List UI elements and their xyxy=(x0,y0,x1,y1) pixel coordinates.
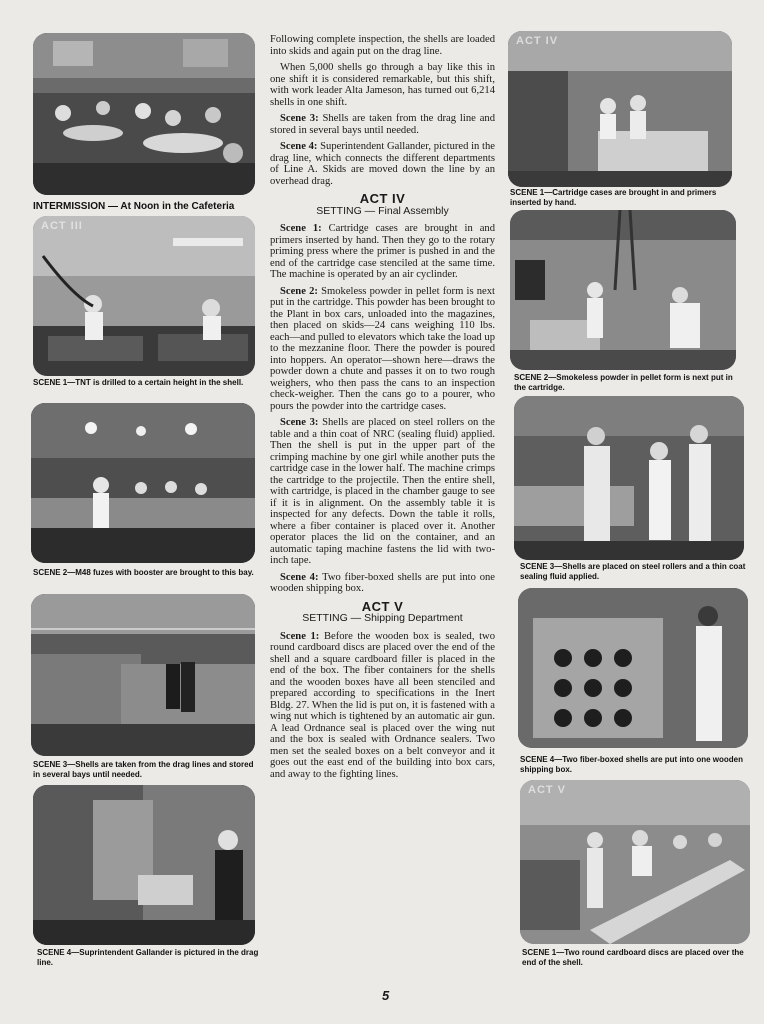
photo-act3-scene2 xyxy=(31,403,255,563)
setting-heading: SETTING — Final Assembly xyxy=(316,204,449,217)
caption-act5-scene1: SCENE 1—Two round cardboard discs are placed over the end of the shell. xyxy=(522,948,744,967)
scene-paragraph xyxy=(270,113,495,136)
act-tag: ACT IV xyxy=(516,35,559,47)
act-heading: ACT V xyxy=(361,598,404,614)
caption-act4-scene4: SCENE 4—Two fiber-boxed shells are put into one wooden shipping box. xyxy=(520,755,743,774)
photo-act4-scene2 xyxy=(510,210,736,370)
scene-text: Cartridge cases are brought in and primers inserted by hand. Then they go to the rotary priming press where the primer is pushed in and the end of the cartridge case stenciled at the same time. The machine is operated by an air cyclinder. xyxy=(270,223,496,280)
scene-text: Shells are placed on steel rollers on the table and a thin coat of NRC (sealing fluid) applied. Then the shell is put in the upper part of the crimping machine by one girl while another puts the cartridge case in the lower half. The machine crimps the cartridge to the projectile. Then the entire shell, with cartridge, is placed in the chamber gauge to see if it is in alignment. On the assembly table it is inspected for any defects. Down the table it rolls, where a fiber container is placed over it. Another operator places the lid on the container, and an automatic taping machine fastens the lid with two-inch tape. xyxy=(270,417,495,566)
scene-text: Smokeless powder in pellet form is next put in the cartridge. This powder has been brought to the Plant in box cars, unloaded into the magazines, then placed on skids—24 cans weighing 110 lbs. each—and pulled to elevators which take the load up to the mezzanine floor. There the powder is poured into hoppers. An operator—shown here—draws the powder down a chute and passes it on to two rough weighers, who then pass the cans to an inspection check-weigher. Then the cans go to a pourer, who pours the powder into the cartridge cases. xyxy=(270,285,495,412)
article-column xyxy=(270,34,495,785)
act-tag: ACT V xyxy=(528,784,566,796)
scene-label: Scene 1: xyxy=(280,223,322,234)
caption-intermission: INTERMISSION — At Noon in the Cafeteria xyxy=(33,201,235,212)
act-tag: ACT III xyxy=(41,220,83,232)
caption-act4-scene1: SCENE 1—Cartridge cases are brought in and primers inserted by hand. xyxy=(510,188,717,207)
photo-act3-scene1 xyxy=(33,216,255,376)
scene-paragraph xyxy=(270,631,495,781)
scene-text: Before the wooden box is sealed, two round cardboard discs are placed over the end of the shell and a square cardboard filler is placed in the end of the box. The fiber containers for the shells and the wooden boxes have all been stenciled and prepared according to specifications in the Inert Bldg. 27. When the lid is put on, it is fastened with a wing nut which is tightened by an automatic air gun. A lead Ordnance seal is placed over the wing nut and the box is sealed with Ordnance sealers. Two men set the sealed boxes on a belt conveyor and it goes out the east end of the building into box cars, and away to the fighting lines. xyxy=(270,630,495,780)
scene-text: Shells are taken from the drag line and stored in several bays until needed. xyxy=(270,113,495,136)
caption-act3-scene3: SCENE 3—Shells are taken from the drag lines and stored in several bays until needed. xyxy=(33,760,254,779)
scene-label: Scene 3: xyxy=(280,417,319,428)
scene-label: Scene 3: xyxy=(280,113,319,124)
scene-text: Two fiber-boxed shells are put into one wooden shipping box. xyxy=(270,571,495,594)
scene-paragraph xyxy=(270,417,495,567)
caption-act3-scene2: SCENE 2—M48 fuzes with booster are brought to this bay. xyxy=(33,568,254,577)
setting-heading: SETTING — Shipping Department xyxy=(302,612,463,624)
caption-act3-scene4: SCENE 4—Suprintendent Gallander is pictured in the drag line. xyxy=(37,948,259,967)
photo-act4-scene4 xyxy=(518,588,748,748)
act-heading: ACT IV xyxy=(359,191,406,206)
photo-act3-scene4 xyxy=(33,785,255,945)
scene-paragraph xyxy=(270,141,495,187)
paragraph: When 5,000 shells go through a bay like this in one shift it is considered remarkable, but this shift, with work leader Alta Jameson, has turned out 6,214 shells in one shift. xyxy=(270,62,495,108)
scene-label: Scene 4: xyxy=(280,571,319,583)
scene-label: Scene 2: xyxy=(280,285,318,297)
caption-act3-scene1: SCENE 1—TNT is drilled to a certain height in the shell. xyxy=(33,378,244,387)
photo-cafeteria xyxy=(33,33,255,195)
photo-act3-scene3 xyxy=(31,594,255,756)
page-number: 5 xyxy=(382,988,390,1003)
photo-act5-scene1 xyxy=(520,780,750,944)
caption-act4-scene3: SCENE 3—Shells are placed on steel rollers and a thin coat sealing fluid applied. xyxy=(520,562,746,581)
caption-act4-scene2: SCENE 2—Smokeless powder in pellet form is next put in the cartridge. xyxy=(514,373,733,392)
paragraph: Following complete inspection, the shells are loaded into skids and again put on the drag line. xyxy=(270,34,495,57)
photo-act4-scene1 xyxy=(508,31,732,187)
scene-paragraph xyxy=(270,286,495,413)
scene-label: Scene 4: xyxy=(280,141,318,152)
scene-paragraph xyxy=(270,223,495,281)
scene-label: Scene 1: xyxy=(280,630,320,642)
photo-act4-scene3 xyxy=(514,396,744,560)
scene-text: Superintendent Gallander, pictured in the drag line, which connects the different departments of Line A. Skids are moved down the line by an overhead drag. xyxy=(270,141,495,187)
scene-paragraph xyxy=(270,572,495,595)
